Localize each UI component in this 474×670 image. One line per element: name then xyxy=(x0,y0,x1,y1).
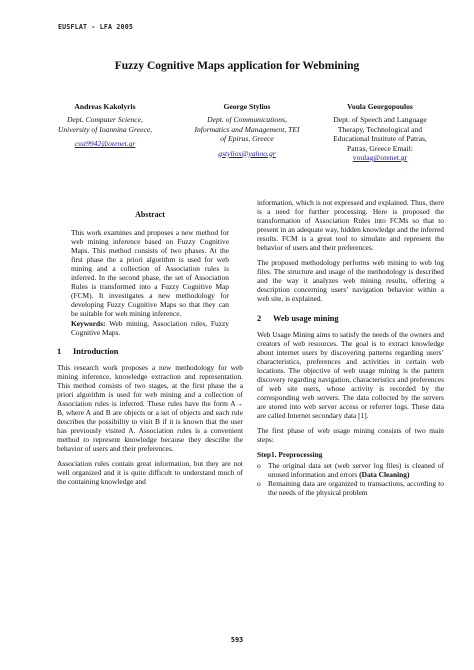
keywords xyxy=(71,319,229,337)
left-column xyxy=(57,210,243,492)
list-item xyxy=(257,479,444,497)
author-affiliation: Patras, Greece Email: xyxy=(347,143,413,153)
section-title: Introduction xyxy=(73,346,119,356)
section-title: Web usage mining xyxy=(273,313,339,323)
author-affiliation: University of Ioannina Greece, xyxy=(57,124,153,134)
paragraph: The proposed methodology performs web mining to web log files. The structure and usage of the methodology is described and the way it analyzes web mining results, offering a description concerning users’ navigation behavior within a web site, is explained. xyxy=(257,258,444,304)
author-affiliation: Informatics and Management, TEI xyxy=(194,124,300,134)
author-email-link[interactable]: csst9942@otenet.gr xyxy=(74,139,136,149)
paragraph: information, which is not expressed and explained. Thus, there is a need for further processing. Here is proposed the transformation of Association Rules into FCMs so that to present in an adequate way, hidden knowledge and the inferred results. FCM is a great tool to simulate and represent the behavior of users and their preferences. xyxy=(257,198,444,253)
bullet-marker: o xyxy=(257,479,261,489)
author-affiliation: Dept. of Speech and Language xyxy=(333,115,427,125)
author-affiliation: of Epirus, Greece xyxy=(220,134,274,144)
paragraph: Association rules contain great information, but they are not well organized and it is quite difficult to understand much of the containing knowledge and xyxy=(57,459,243,487)
page-number: 593 xyxy=(230,636,244,644)
section-heading-introduction xyxy=(57,347,243,356)
bullet-text: Remaining data are organized to transactions, according to the needs of the physical problem xyxy=(268,479,444,498)
author-affiliation: Dept. of Communications, xyxy=(207,115,287,125)
author-block-2 xyxy=(180,102,314,158)
section-number: 2 xyxy=(257,313,262,323)
paragraph: This research work proposes a new methodology for web mining inference, knowledge extraction and representation. This method consists of two stages, at the first phase the a priori algorithm is used for web mining and a collection of Association rules is inferred. These rules have the form A→ B, where A and B are objects or a set of objects and each rule describes the possibility to visit B if it is known that the user has previously visited A. Association rules is a convenient method to represent knowledge because they describe the behavior of users and their preferences. xyxy=(57,362,243,454)
author-affiliation: Therapy, Technological and xyxy=(337,124,423,134)
abstract-body xyxy=(57,228,243,337)
list-item xyxy=(257,461,444,479)
abstract-heading: Abstract xyxy=(135,210,165,219)
running-head: EUSFLAT - LFA 2005 xyxy=(58,23,134,31)
author-affiliation: Educational Institute of Patras, xyxy=(333,134,427,144)
author-name: George Stylios xyxy=(223,102,271,111)
author-block-1 xyxy=(40,102,170,149)
abstract-text: This work examines and proposes a new method for web mining inference based on Fuzzy Cognitive Maps. This method consists of two phases. At the first phase the a priori algorithm is used for web mining and a collection of Association rules is inferred. In the second phase, the set of Association Rules is transformed into a Fuzzy Cognitive Map (FCM). It investigates a new methodology for developing Fuzzy Cognitive Maps so that they can be suitable for web mining inference. xyxy=(71,228,229,319)
section-number: 1 xyxy=(57,346,62,356)
paragraph: Web Usage Mining aims to satisfy the needs of the owners and creators of web resources. The goal is to extract knowledge about internet users by discovering patterns regarding users’ characteristics, preferences and activities in certain web locations. The objective of web usage mining is the pattern discovery regarding navigation, characteristics and preferences of web site users, whose activity is recorded by the corresponding web servers. The data collected by the servers are stored into web server access or referrer logs. These data are called Internet secondary data [1]. xyxy=(257,329,444,420)
step-heading: Step1. Preprocessing xyxy=(257,450,323,460)
bullet-text: The original data set (web server log files) is cleaned of unused information and errors (Data Cleaning) xyxy=(268,461,444,480)
author-name: Voula Georgopoulos xyxy=(347,102,413,111)
keywords-text: Web mining, Association rules, Fuzzy Cognitive Maps. xyxy=(71,318,229,337)
right-column xyxy=(257,198,444,497)
paragraph: The first phase of web usage mining consists of two main steps: xyxy=(257,426,444,445)
author-affiliation: Dept. Computer Science, xyxy=(67,115,143,125)
author-name: Andreas Kakolyris xyxy=(74,102,136,111)
section-heading-web-usage-mining xyxy=(257,314,444,323)
author-email-link[interactable]: gstylios@yahoo.gr xyxy=(218,148,276,158)
bullet-marker: o xyxy=(257,461,261,471)
keywords-label: Keywords: xyxy=(71,318,106,328)
author-email-link[interactable]: voulag@otenet.gr xyxy=(352,153,408,163)
author-block-3 xyxy=(318,102,442,162)
paper-title: Fuzzy Cognitive Maps application for Webmining xyxy=(114,60,360,72)
